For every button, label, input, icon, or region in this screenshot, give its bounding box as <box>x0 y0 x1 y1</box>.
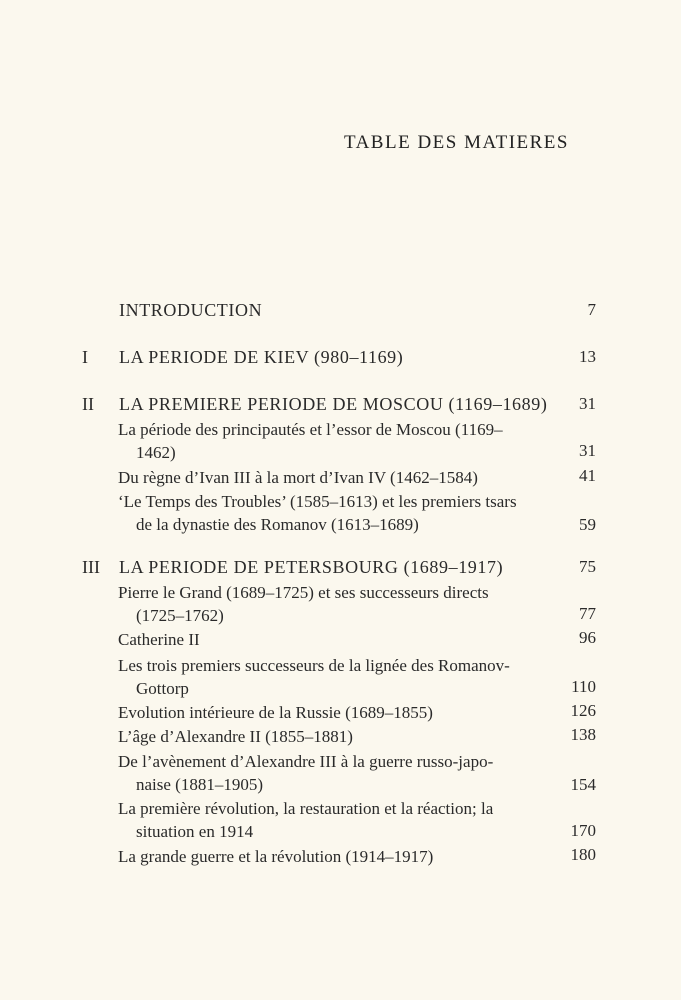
toc-entry-page: 138 <box>570 725 596 744</box>
subentry-line-1: Pierre le Grand (1689–1725) et ses successeurs directs <box>118 583 489 602</box>
toc-entry-label: LA PERIODE DE PETERSBOURG (1689–1917) <box>119 557 504 577</box>
toc-entry-page: 77 <box>579 604 596 623</box>
subentry-line-1: La première révolution, la restauration et la réaction; la <box>118 799 494 818</box>
toc-entry-label: LA PERIODE DE KIEV (980–1169) <box>119 347 404 367</box>
subentry-line-2: naise (1881–1905) <box>136 775 264 794</box>
subentry-line-2: 1462) <box>136 443 176 462</box>
subentry-line-1: De l’avènement d’Alexandre III à la guerre russo-japo- <box>118 752 494 771</box>
subentry-line-1: L’âge d’Alexandre II (1855–1881) <box>118 727 353 746</box>
chapter-number: II <box>82 394 94 414</box>
subentry-line-1: La période des principautés et l’essor de Moscou (1169– <box>118 420 503 439</box>
toc-entry-page: 7 <box>587 300 596 319</box>
toc-entry-page: 31 <box>579 441 596 460</box>
toc-entry-label: LA PREMIERE PERIODE DE MOSCOU (1169–1689) <box>119 394 548 414</box>
toc-entry-page: 96 <box>579 628 596 647</box>
toc-entry-page: 31 <box>579 394 596 413</box>
toc-entry-page: 154 <box>570 775 596 794</box>
subentry-line-2: (1725–1762) <box>136 606 224 625</box>
subentry-line-1: Du règne d’Ivan III à la mort d’Ivan IV (1462–1584) <box>118 468 478 487</box>
toc-entry-label: INTRODUCTION <box>119 300 263 320</box>
toc-entry-page: 59 <box>579 515 596 534</box>
chapter-number: III <box>82 557 100 577</box>
chapter-number: I <box>82 347 88 367</box>
toc-entry-page: 75 <box>579 557 596 576</box>
toc-entry-page: 170 <box>570 821 596 840</box>
subentry-line-1: ‘Le Temps des Troubles’ (1585–1613) et les premiers tsars <box>118 492 517 511</box>
subentry-line-2: de la dynastie des Romanov (1613–1689) <box>136 515 419 534</box>
toc-entry-page: 126 <box>570 701 596 720</box>
page-title: TABLE DES MATIERES <box>344 132 569 153</box>
subentry-line-2: Gottorp <box>136 679 189 698</box>
subentry-line-1: La grande guerre et la révolution (1914–1917) <box>118 847 434 866</box>
subentry-line-1: Evolution intérieure de la Russie (1689–1855) <box>118 703 433 722</box>
subentry-line-1: Catherine II <box>118 630 200 649</box>
toc-entry-page: 110 <box>571 677 596 696</box>
toc-entry-page: 41 <box>579 466 596 485</box>
toc-entry-page: 180 <box>570 845 596 864</box>
toc-entry-page: 13 <box>579 347 596 366</box>
subentry-line-2: situation en 1914 <box>136 822 254 841</box>
subentry-line-1: Les trois premiers successeurs de la lignée des Romanov- <box>118 656 510 675</box>
